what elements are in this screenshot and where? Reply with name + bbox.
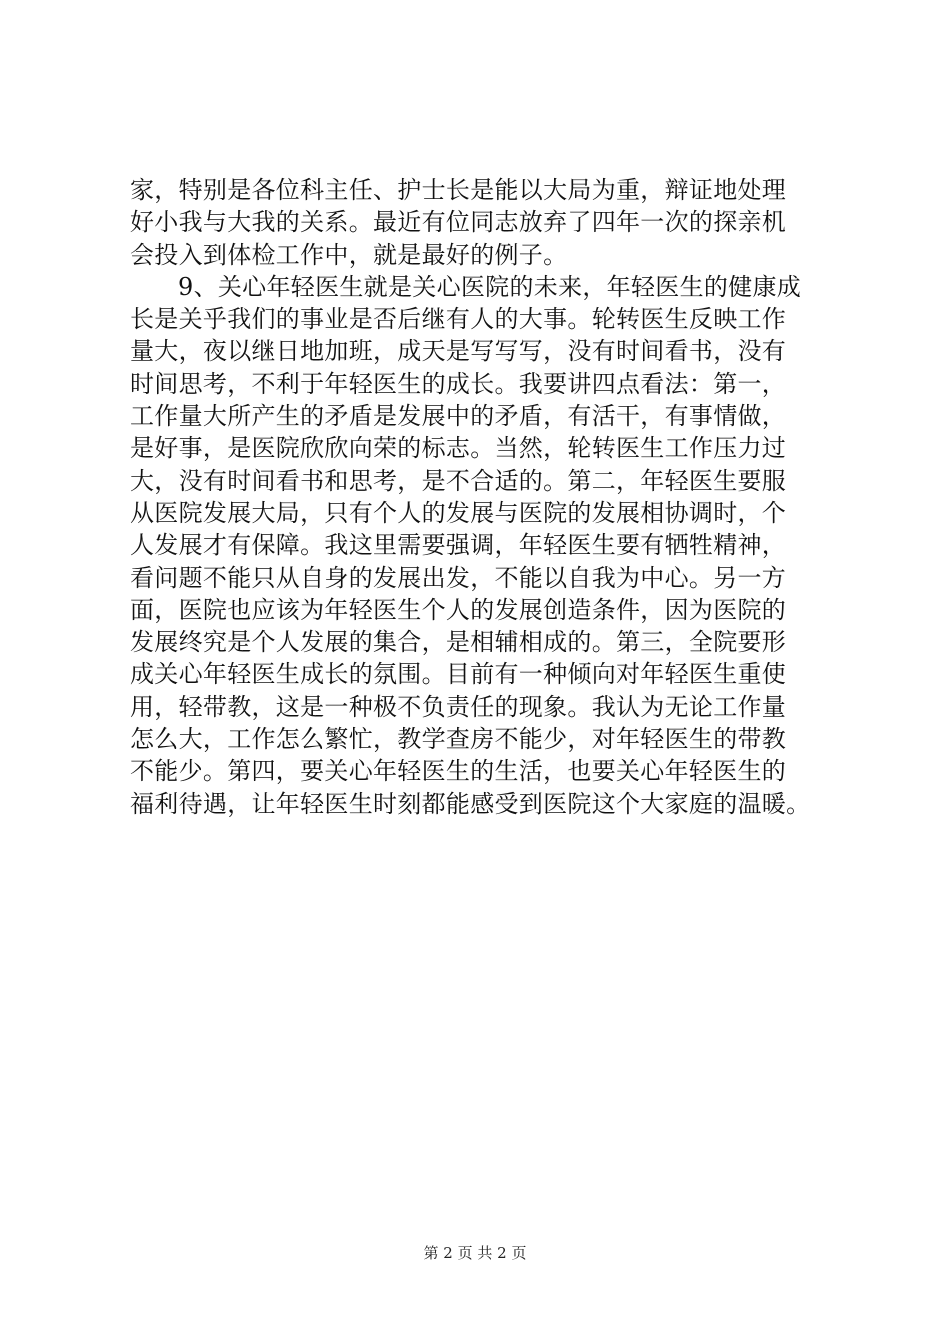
- text-line: 怎么大，工作怎么繁忙，教学查房不能少，对年轻医生的带教: [130, 725, 787, 754]
- text-line: 不能少。第四，要关心年轻医生的生活，也要关心年轻医生的: [130, 757, 787, 786]
- text-line: 面，医院也应该为年轻医生个人的发展创造条件，因为医院的: [130, 595, 787, 624]
- text-line: 看问题不能只从自身的发展出发，不能以自我为中心。另一方: [130, 563, 787, 592]
- text-line: 是好事，是医院欣欣向荣的标志。当然，轮转医生工作压力过: [130, 434, 787, 463]
- text-line: 大，没有时间看书和思考，是不合适的。第二，年轻医生要服: [130, 466, 787, 495]
- text-line: 人发展才有保障。我这里需要强调，年轻医生要有牺牲精神，: [130, 531, 787, 560]
- text-line: 好小我与大我的关系。最近有位同志放弃了四年一次的探亲机: [130, 208, 787, 237]
- text-line: 从医院发展大局，只有个人的发展与医院的发展相协调时，个: [130, 498, 787, 527]
- page-number-footer: 第 2 页 共 2 页: [423, 1244, 527, 1262]
- text-line: 会投入到体检工作中，就是最好的例子。: [130, 240, 568, 269]
- text-line: 时间思考，不利于年轻医生的成长。我要讲四点看法：第一，: [130, 369, 787, 398]
- text-line: 成关心年轻医生成长的氛围。目前有一种倾向对年轻医生重使: [130, 660, 787, 689]
- body-text: [130, 174, 850, 820]
- text-line: 用，轻带教，这是一种极不负责任的现象。我认为无论工作量: [130, 692, 787, 721]
- text-line: 长是关乎我们的事业是否后继有人的大事。轮转医生反映工作: [130, 305, 787, 334]
- text-line: 福利待遇，让年轻医生时刻都能感受到医院这个大家庭的温暖。: [130, 789, 811, 818]
- text-line: 量大，夜以继日地加班，成天是写写写，没有时间看书，没有: [130, 337, 787, 366]
- paragraph-start-line: 9、关心年轻医生就是关心医院的未来，年轻医生的健康成: [178, 272, 802, 301]
- text-line: 工作量大所产生的矛盾是发展中的矛盾，有活干，有事情做，: [130, 402, 787, 431]
- text-line: 发展终究是个人发展的集合，是相辅相成的。第三，全院要形: [130, 628, 787, 657]
- text-line: 家，特别是各位科主任、护士长是能以大局为重，辩证地处理: [130, 176, 787, 204]
